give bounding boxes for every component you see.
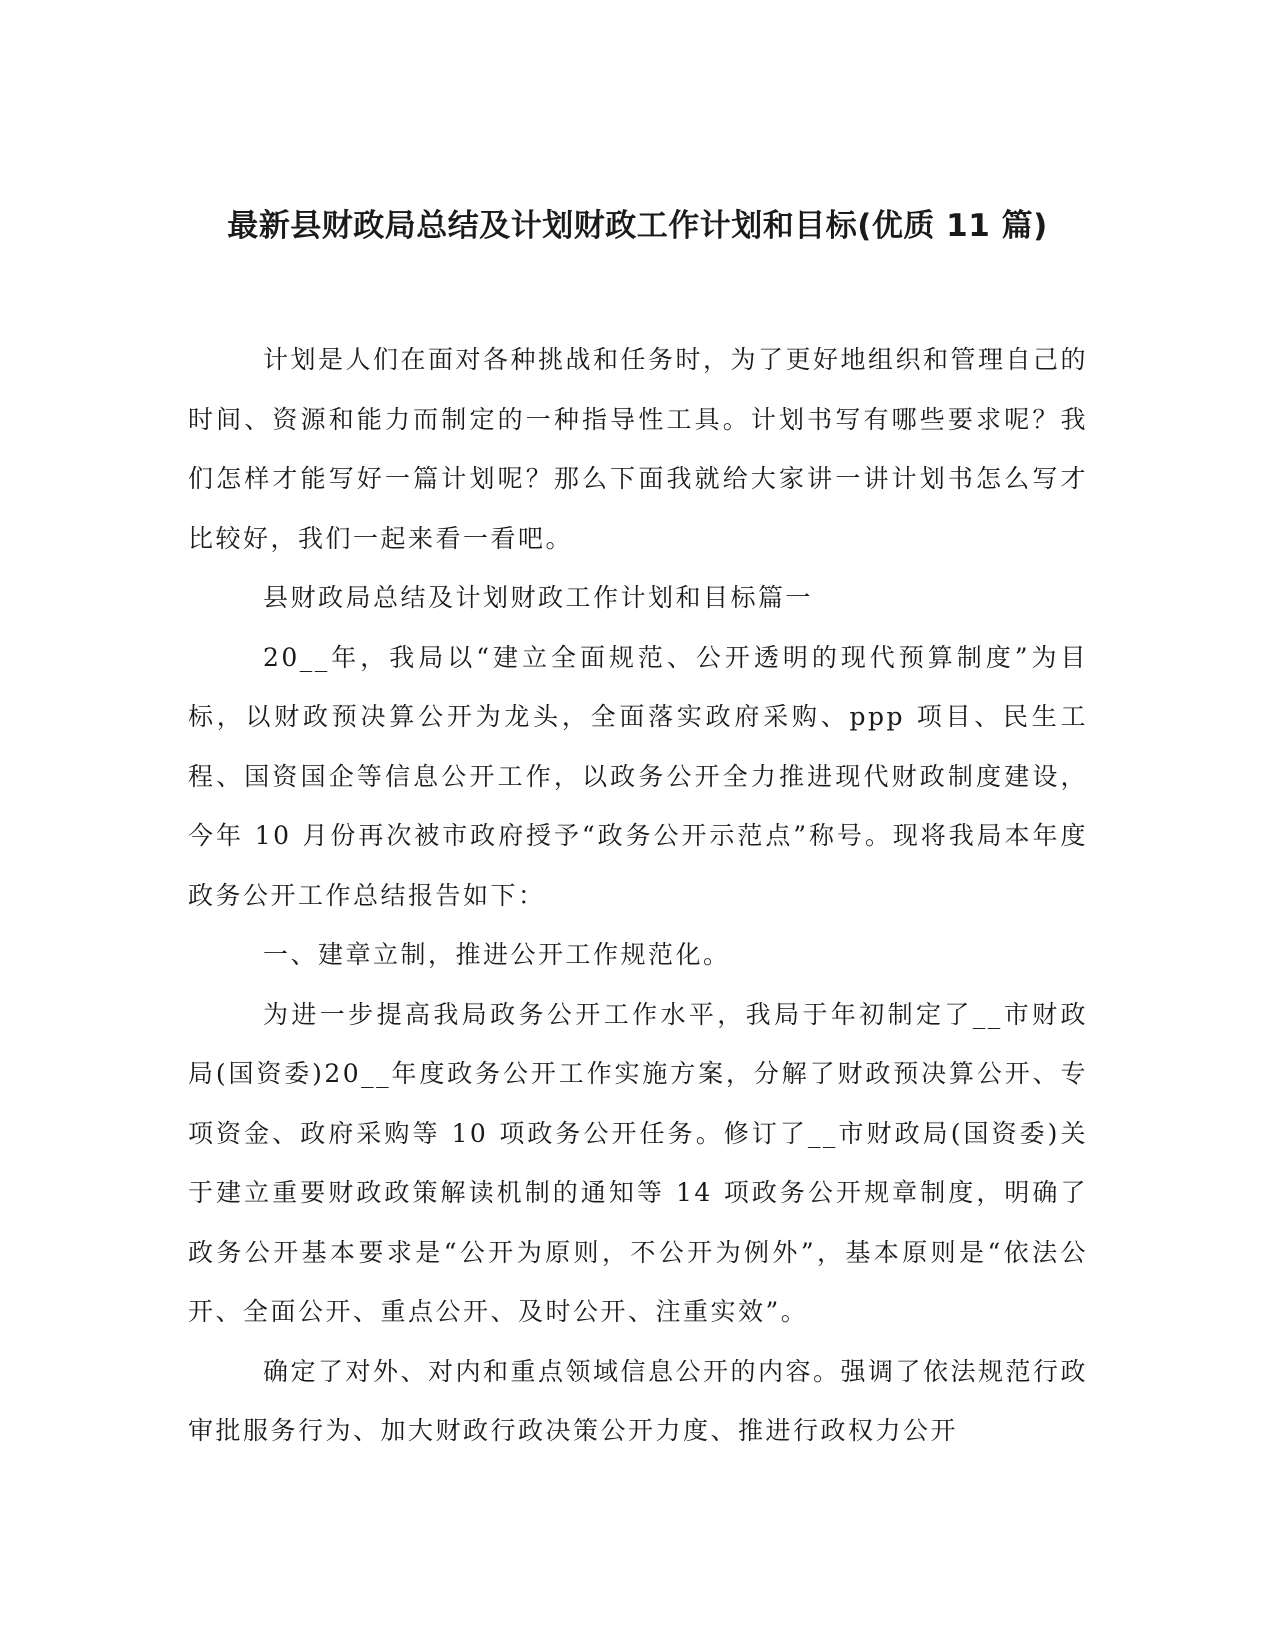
- paragraph-subheading-1: 一、建章立制，推进公开工作规范化。: [263, 940, 731, 969]
- paragraph-section-heading: 县财政局总结及计划财政工作计划和目标篇一: [263, 583, 814, 612]
- document-body: [188, 330, 1088, 1461]
- paragraph-rules: 为进一步提高我局政务公开工作水平，我局于年初制定了__市财政局(国资委)20__年度政务公开工作实施方案，分解了财政预决算公开、专项资金、政府采购等 10 项政务公开任务。修订了__市财政局(国资委)关于建立重要财政政策解读机制的通知等 14 项政务公开规章制度，明确了政务公开基本要求是“公开为原则，不公开为例外”，基本原则是“依法公开、全面公开、重点公开、及时公开、注重实效”。: [188, 999, 1088, 1326]
- paragraph-summary: 20__年，我局以“建立全面规范、公开透明的现代预算制度”为目标，以财政预决算公开为龙头，全面落实政府采购、ppp 项目、民生工程、国资国企等信息公开工作，以政务公开全力推进现代财政制度建设，今年 10 月份再次被市政府授予“政务公开示范点”称号。现将我局本年度政务公开工作总结报告如下：: [188, 642, 1088, 910]
- paragraph-content-scope: 确定了对外、对内和重点领域信息公开的内容。强调了依法规范行政审批服务行为、加大财政行政决策公开力度、推进行政权力公开: [188, 1356, 1089, 1445]
- document-title: 最新县财政局总结及计划财政工作计划和目标(优质 11 篇): [227, 208, 1048, 244]
- paragraph-intro: 计划是人们在面对各种挑战和任务时，为了更好地组织和管理自己的时间、资源和能力而制定的一种指导性工具。计划书写有哪些要求呢？我们怎样才能写好一篇计划呢？那么下面我就给大家讲一讲计划书怎么写才比较好，我们一起来看一看吧。: [188, 345, 1089, 553]
